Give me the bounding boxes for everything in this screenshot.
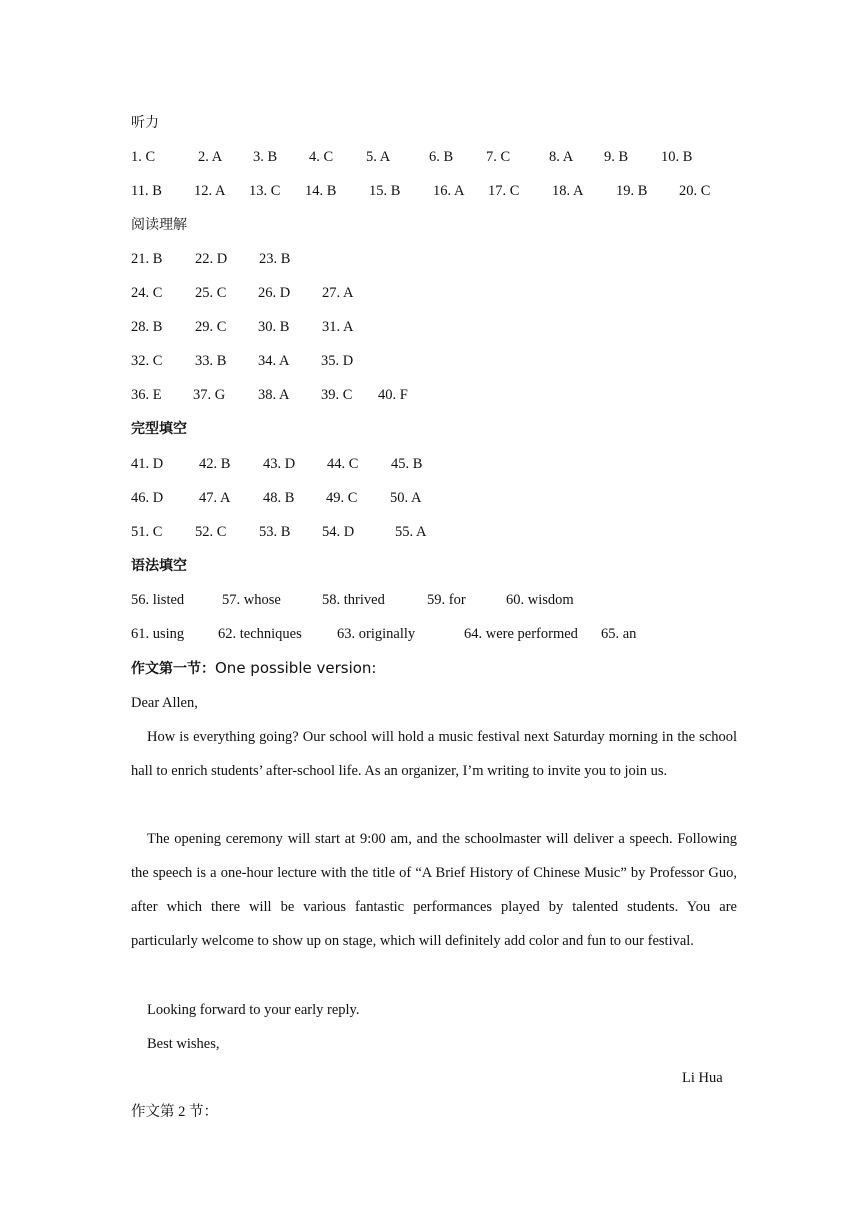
answer-item: 33. B [195, 353, 227, 369]
answer-item: 32. C [131, 353, 163, 369]
answer-item: 4. C [309, 149, 334, 165]
answer-item: 58. thrived [322, 592, 385, 608]
writing-heading-cn: 作文第一节： [131, 661, 215, 677]
letter-signature: Li Hua [682, 1070, 723, 1086]
answer-item: 19. B [616, 183, 648, 199]
answer-item: 26. D [258, 285, 291, 301]
answer-item: 65. an [601, 626, 637, 642]
answer-item: 36. E [131, 387, 162, 403]
letter-paragraph-2: The opening ceremony will start at 9:00 am, and the schoolmaster will deliver a speech. Following the speech is a one-hour lecture with the title of “A Brief History of Chinese Music” by Professor Guo, after which there will be various fantastic performances played by talented students. You are particularly welcome to show up on stage, which will definitely add color and fun to our festival. [131, 831, 737, 949]
answer-item: 22. D [195, 251, 228, 267]
answer-item: 18. A [552, 183, 584, 199]
answer-item: 14. B [305, 183, 337, 199]
answer-item: 2. A [198, 149, 223, 165]
answer-item: 3. B [253, 149, 278, 165]
answer-item: 29. C [195, 319, 227, 335]
letter-paragraph-1: How is everything going? Our school will hold a music festival next Saturday morning in the school hall to enrich students’ after-school life. As an organizer, I’m writing to invite you to join us. [131, 729, 737, 779]
answer-item: 7. C [486, 149, 511, 165]
answer-item: 62. techniques [218, 626, 302, 642]
letter-salutation: Dear Allen, [131, 695, 198, 711]
answer-item: 63. originally [337, 626, 416, 642]
answer-item: 46. D [131, 490, 164, 506]
answer-item: 24. C [131, 285, 163, 301]
writing-section-2-heading: 作文第 2 节： [131, 1104, 218, 1120]
answer-item: 48. B [263, 490, 295, 506]
writing-heading [131, 658, 376, 679]
answer-item: 54. D [322, 524, 355, 540]
answer-item: 56. listed [131, 592, 185, 608]
answer-item: 6. B [429, 149, 454, 165]
answer-item: 5. A [366, 149, 391, 165]
answer-item: 59. for [427, 592, 466, 608]
cloze-heading: 完型填空 [131, 421, 187, 437]
answer-item: 38. A [258, 387, 290, 403]
answer-item: 15. B [369, 183, 401, 199]
answer-item: 35. D [321, 353, 354, 369]
answer-item: 39. C [321, 387, 353, 403]
answer-item: 28. B [131, 319, 163, 335]
answer-item: 25. C [195, 285, 227, 301]
listening-heading: 听力 [131, 115, 159, 131]
answer-item: 8. A [549, 149, 574, 165]
answer-item: 20. C [679, 183, 711, 199]
answer-item: 23. B [259, 251, 291, 267]
letter-closing-line: Looking forward to your early reply. [147, 1002, 360, 1018]
answer-item: 11. B [131, 183, 162, 199]
answer-item: 43. D [263, 456, 296, 472]
answer-item: 13. C [249, 183, 281, 199]
answer-item: 37. G [193, 387, 226, 403]
answer-item: 64. were performed [464, 626, 578, 642]
answer-item: 51. C [131, 524, 163, 540]
answer-item: 17. C [488, 183, 520, 199]
grammar-heading: 语法填空 [131, 558, 187, 574]
answer-item: 40. F [378, 387, 408, 403]
answer-item: 61. using [131, 626, 185, 642]
answer-item: 27. A [322, 285, 354, 301]
answer-item: 45. B [391, 456, 423, 472]
answer-item: 52. C [195, 524, 227, 540]
answer-item: 42. B [199, 456, 231, 472]
answer-item: 50. A [390, 490, 422, 506]
answer-item: 47. A [199, 490, 231, 506]
answer-item: 57. whose [222, 592, 281, 608]
answer-item: 44. C [327, 456, 359, 472]
reading-heading: 阅读理解 [131, 217, 187, 233]
answer-item: 41. D [131, 456, 164, 472]
answer-item: 60. wisdom [506, 592, 574, 608]
letter-sign-off: Best wishes, [147, 1036, 220, 1052]
answer-item: 10. B [661, 149, 693, 165]
answer-item: 12. A [194, 183, 226, 199]
answer-item: 9. B [604, 149, 629, 165]
answer-item: 16. A [433, 183, 465, 199]
answer-item: 53. B [259, 524, 291, 540]
answer-item: 55. A [395, 524, 427, 540]
answer-item: 49. C [326, 490, 358, 506]
answer-item: 21. B [131, 251, 163, 267]
answer-item: 1. C [131, 149, 156, 165]
answer-item: 34. A [258, 353, 290, 369]
answer-item: 30. B [258, 319, 290, 335]
writing-heading-en: One possible version: [215, 659, 377, 677]
answer-item: 31. A [322, 319, 354, 335]
